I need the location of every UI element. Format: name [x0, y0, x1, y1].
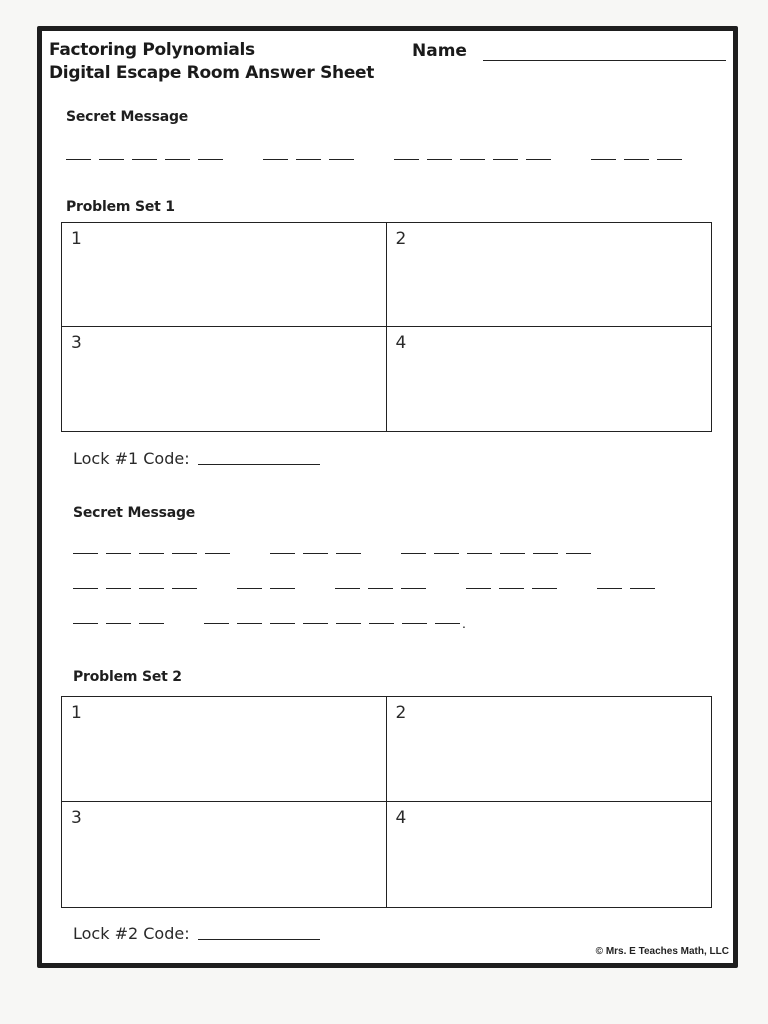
message-word [466, 588, 565, 589]
ps1-box-number: 2 [395, 229, 407, 249]
letter-blank[interactable] [401, 553, 426, 554]
letter-blank[interactable] [336, 553, 361, 554]
message-word [73, 553, 238, 554]
letter-blank[interactable] [205, 553, 230, 554]
message-word [263, 159, 362, 160]
secret-message-2-heading: Secret Message [73, 505, 196, 521]
letter-blank[interactable] [198, 159, 223, 160]
letter-blank[interactable] [493, 159, 518, 160]
letter-blank[interactable] [401, 588, 426, 589]
problem-set-2-grid [61, 696, 712, 908]
letter-blank[interactable] [237, 588, 262, 589]
lock-1-label: Lock #1 Code: [73, 449, 190, 468]
letter-blank[interactable] [402, 623, 427, 624]
title-line-1: Factoring Polynomials [49, 40, 255, 60]
letter-blank[interactable] [106, 553, 131, 554]
letter-blank[interactable] [335, 588, 360, 589]
letter-blank[interactable] [597, 588, 622, 589]
message-word [401, 553, 599, 554]
lock-2-code [73, 924, 320, 943]
letter-blank[interactable] [466, 588, 491, 589]
message-line [73, 588, 695, 589]
ps2-answer-box-4[interactable] [387, 802, 712, 907]
letter-blank[interactable] [394, 159, 419, 160]
letter-blank[interactable] [591, 159, 616, 160]
ps2-box-number: 4 [395, 808, 407, 828]
ps2-box-number: 1 [71, 703, 82, 723]
secret-message-1-heading: Secret Message [66, 109, 189, 125]
lock-2-label: Lock #2 Code: [73, 924, 190, 943]
message-end-punctuation: . [462, 615, 466, 631]
letter-blank[interactable] [624, 159, 649, 160]
letter-blank[interactable] [172, 553, 197, 554]
letter-blank[interactable] [460, 159, 485, 160]
message-word [204, 615, 466, 631]
letter-blank[interactable] [263, 159, 288, 160]
message-word [335, 588, 434, 589]
name-field[interactable] [483, 60, 726, 61]
ps1-answer-box-1[interactable] [62, 223, 387, 327]
letter-blank[interactable] [526, 159, 551, 160]
letter-blank[interactable] [139, 588, 164, 589]
letter-blank[interactable] [296, 159, 321, 160]
title-line-2: Digital Escape Room Answer Sheet [49, 63, 375, 83]
letter-blank[interactable] [106, 623, 131, 624]
ps1-box-number: 1 [71, 229, 82, 249]
letter-blank[interactable] [270, 553, 295, 554]
letter-blank[interactable] [532, 588, 557, 589]
ps2-answer-box-1[interactable] [62, 697, 387, 802]
letter-blank[interactable] [303, 623, 328, 624]
lock-1-code-field[interactable] [198, 464, 320, 465]
letter-blank[interactable] [368, 588, 393, 589]
answer-sheet [37, 26, 738, 968]
letter-blank[interactable] [434, 553, 459, 554]
lock-1-code [73, 449, 320, 468]
letter-blank[interactable] [73, 553, 98, 554]
message-word [591, 159, 690, 160]
ps1-answer-box-4[interactable] [387, 327, 712, 431]
letter-blank[interactable] [270, 588, 295, 589]
ps2-answer-box-2[interactable] [387, 697, 712, 802]
ps1-answer-box-3[interactable] [62, 327, 387, 431]
message-word [394, 159, 559, 160]
message-line [73, 553, 695, 554]
letter-blank[interactable] [106, 588, 131, 589]
letter-blank[interactable] [172, 588, 197, 589]
secret-message-2-blanks[interactable] [73, 553, 695, 658]
letter-blank[interactable] [336, 623, 361, 624]
problem-set-2-heading: Problem Set 2 [73, 669, 182, 685]
letter-blank[interactable] [329, 159, 354, 160]
letter-blank[interactable] [427, 159, 452, 160]
letter-blank[interactable] [139, 553, 164, 554]
letter-blank[interactable] [566, 553, 591, 554]
message-word [73, 588, 205, 589]
letter-blank[interactable] [139, 623, 164, 624]
letter-blank[interactable] [132, 159, 157, 160]
ps2-answer-box-3[interactable] [62, 802, 387, 907]
message-word [66, 159, 231, 160]
ps1-answer-box-2[interactable] [387, 223, 712, 327]
letter-blank[interactable] [369, 623, 394, 624]
letter-blank[interactable] [270, 623, 295, 624]
ps2-box-number: 2 [395, 703, 407, 723]
lock-2-code-field[interactable] [198, 939, 320, 940]
letter-blank[interactable] [467, 553, 492, 554]
problem-set-1-grid [61, 222, 712, 432]
secret-message-1-blanks[interactable] [66, 159, 722, 160]
message-word [73, 623, 172, 624]
message-word [597, 588, 663, 589]
letter-blank[interactable] [73, 623, 98, 624]
name-label: Name [412, 41, 467, 61]
message-word [270, 553, 369, 554]
letter-blank[interactable] [99, 159, 124, 160]
letter-blank[interactable] [630, 588, 655, 589]
letter-blank[interactable] [66, 159, 91, 160]
message-line [73, 615, 695, 631]
letter-blank[interactable] [165, 159, 190, 160]
letter-blank[interactable] [500, 553, 525, 554]
ps1-box-number: 4 [395, 333, 407, 353]
message-line [66, 159, 722, 160]
letter-blank[interactable] [73, 588, 98, 589]
ps2-box-number: 3 [71, 808, 82, 828]
letter-blank[interactable] [237, 623, 262, 624]
letter-blank[interactable] [204, 623, 229, 624]
copyright-notice: © Mrs. E Teaches Math, LLC [595, 946, 729, 957]
problem-set-1-heading: Problem Set 1 [66, 199, 175, 215]
message-word [237, 588, 303, 589]
letter-blank[interactable] [657, 159, 682, 160]
letter-blank[interactable] [533, 553, 558, 554]
letter-blank[interactable] [499, 588, 524, 589]
ps1-box-number: 3 [71, 333, 82, 353]
letter-blank[interactable] [435, 623, 460, 624]
letter-blank[interactable] [303, 553, 328, 554]
sheet-title [49, 39, 374, 85]
